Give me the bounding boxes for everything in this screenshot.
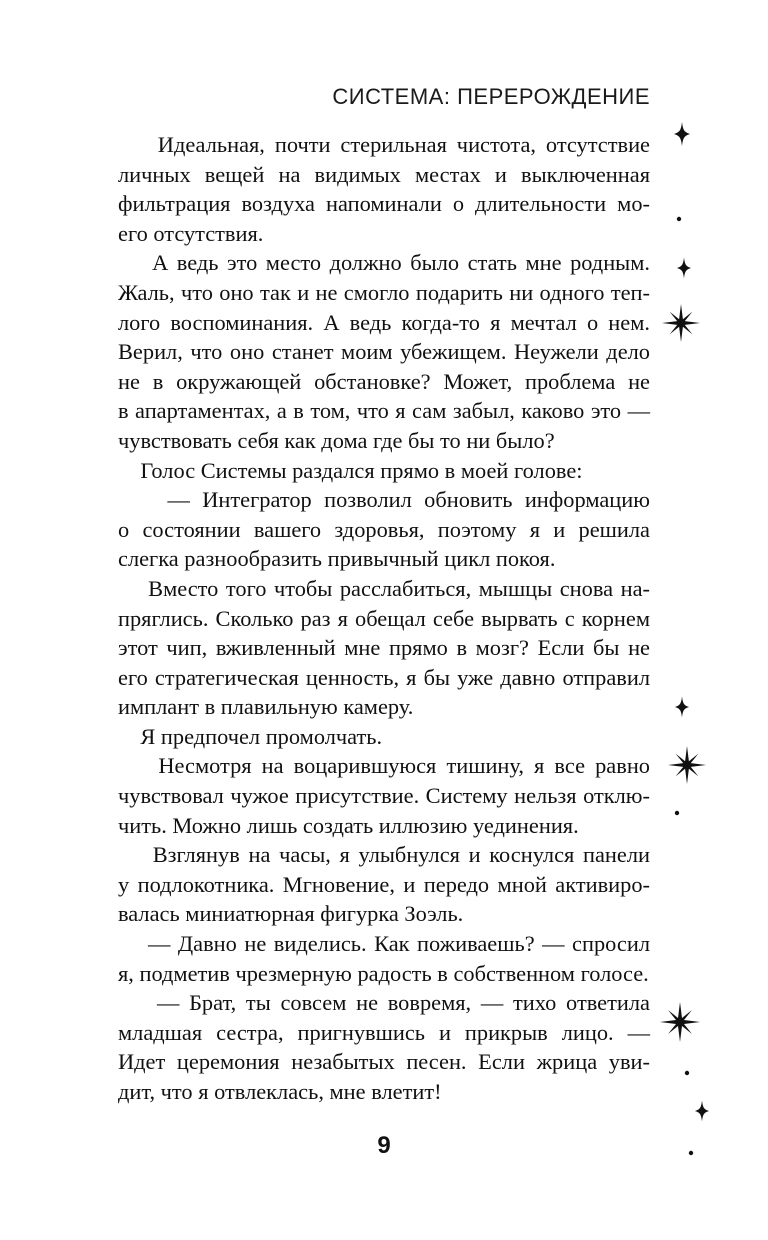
sparkle-icon [677, 257, 691, 279]
sparkle-icon [695, 1100, 709, 1122]
dot-icon [674, 810, 680, 816]
text-line: пряглись. Сколько раз я обещал себе вырвать с корнем [118, 605, 650, 631]
text-line: — Давно не виделись. Как поживаешь? — спросил [118, 931, 650, 957]
text-line: Жаль, что оно так и не смогло подарить ни одного теп- [118, 279, 650, 305]
text-line: имплант в плавильную камеру. [118, 694, 414, 720]
starburst-icon [668, 746, 706, 784]
text-line: — Интегратор позволил обновить информацию [118, 487, 650, 513]
dot-icon [688, 1150, 694, 1156]
text-line: Верил, что оно станет моим убежищем. Неужели дело [118, 339, 650, 365]
page-number: 9 [377, 1132, 391, 1159]
text-line: о состоянии вашего здоровья, поэтому я и решила [118, 516, 650, 542]
text-line: чувствовал чужое присутствие. Систему нельзя отклю- [118, 783, 650, 809]
text-line: младшая сестра, пригнувшись и прикрыв лицо. — [118, 1019, 650, 1045]
text-line: этот чип, вживленный мне прямо в мозг? Если бы не [118, 635, 650, 661]
paragraph [118, 456, 650, 486]
paragraph [118, 929, 650, 988]
paragraph [118, 840, 650, 929]
text-line: фильтрация воздуха напоминали о длительности мо- [118, 191, 650, 217]
text-line: чувствовать себя как дома где бы то ни было? [118, 427, 555, 453]
sparkle-icon [675, 696, 689, 718]
text-line: лого воспоминания. А ведь когда-то я мечтал о нем. [118, 309, 650, 335]
text-line: дит, что я отвлеклась, мне влетит! [118, 1079, 442, 1104]
text-line: Идеальная, почти стерильная чистота, отсутствие [118, 132, 650, 157]
body-text [118, 130, 650, 1107]
text-line: его стратегическая ценность, я бы уже давно отправил [118, 664, 650, 690]
text-line: А ведь это место должно было стать мне родным. [118, 250, 650, 276]
text-line: — Брат, ты совсем не вовремя, — тихо ответила [118, 990, 650, 1016]
paragraph [118, 485, 650, 574]
text-line: его отсутствия. [118, 220, 264, 246]
text-line: у подлокотника. Мгновение, и передо мной активиро- [118, 871, 650, 897]
text-line: личных вещей на видимых местах и выключенная [118, 161, 650, 187]
text-line: Несмотря на воцарившуюся тишину, я все равно [118, 753, 650, 779]
text-line: Взглянув на часы, я улыбнулся и коснулся панели [118, 842, 650, 868]
text-line: в апартаментах, а в том, что я сам забыл, каково это — [118, 398, 650, 424]
paragraph [118, 574, 650, 722]
text-line: валась миниатюрная фигурка Зоэль. [118, 901, 464, 927]
text-line: Вместо того чтобы расслабиться, мышцы снова на- [118, 575, 650, 601]
text-line: я, подметив чрезмерную радость в собственном голосе. [118, 960, 649, 986]
paragraph [118, 988, 650, 1106]
paragraph [118, 130, 650, 248]
running-title: СИСТЕМА: ПЕРЕРОЖДЕНИЕ [332, 84, 650, 109]
starburst-icon [660, 1002, 700, 1042]
starburst-icon [662, 304, 700, 342]
text-line: чить. Можно лишь создать иллюзию уединения. [118, 812, 579, 838]
dot-icon [676, 216, 682, 222]
paragraph [118, 751, 650, 840]
text-line: Голос Системы раздался прямо в моей голове: [118, 457, 583, 483]
sparkle-icon [674, 122, 690, 146]
text-line: слегка разнообразить привычный цикл покоя. [118, 546, 556, 572]
paragraph [118, 248, 650, 455]
text-line: Я предпочел промолчать. [118, 723, 383, 749]
text-line: Идет церемония незабытых песен. Если жрица уви- [118, 1049, 650, 1075]
text-line: не в окружающей обстановке? Может, проблема не [118, 368, 650, 394]
paragraph [118, 722, 650, 752]
dot-icon [684, 1070, 690, 1076]
